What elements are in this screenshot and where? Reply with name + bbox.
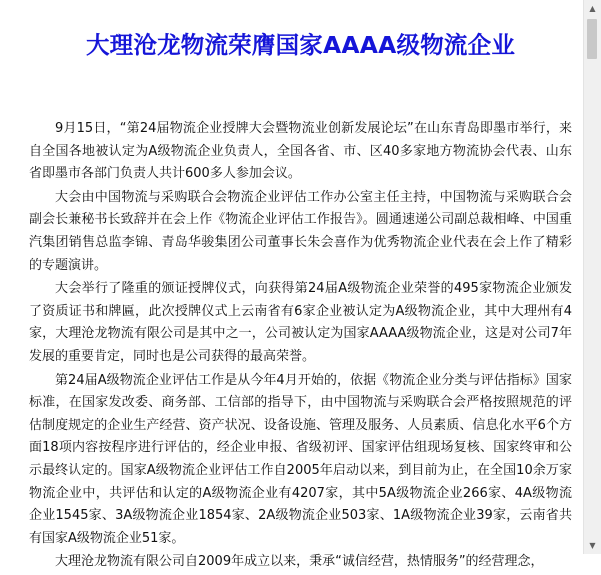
vertical-scrollbar[interactable] [583,0,601,554]
paragraph: 大会由中国物流与采购联合会物流企业评估工作办公室主任主持，中国物流与采购联合会副会长兼秘书长致辞并在会上作《物流企业评估工作报告》。圆通速递公司副总裁相峰、中国重汽集团销售总监李锦、青岛华骏集团公司董事长朱会喜作为优秀物流企业代表在会上作了精彩的专题演讲。 [29,189,572,273]
paragraph: 9月15日，“第24届物流企业授牌大会暨物流业创新发展论坛”在山东青岛即墨市举行，来自全国各地被认定为A级物流企业负责人，全国各省、市、区40多家地方物流协会代表、山东省即墨市各部门负责人共计600多人参加会议。 [29,121,572,182]
article [29,0,572,575]
paragraph: 大会举行了隆重的颁证授牌仪式，向获得第24届A级物流企业荣誉的495家物流企业颁发了资质证书和牌匾，此次授牌仪式上云南省有6家企业被认定为A级物流企业，其中大理州有4家，大理沧龙物流有限公司是其中之一，公司被认定为国家AAAA级物流企业，这是对公司7年发展的重要肯定，同时也是公司获得的最高荣誉。 [29,281,572,364]
article-title: 大理沧龙物流荣膺国家AAAA级物流企业 [85,31,516,59]
scrollbar-thumb[interactable] [587,19,597,59]
scroll-down-arrow-icon[interactable]: ▼ [589,540,596,550]
article-body [29,118,572,574]
scroll-up-arrow-icon[interactable]: ▲ [589,3,596,13]
paragraph: 第24届A级物流企业评估工作是从今年4月开始的，依据《物流企业分类与评估指标》国家标准，在国家发改委、商务部、工信部的指导下，由中国物流与采购联合会严格按照规范的评估制度规定的企业生产经营、资产状况、设备设施、管理及服务、人员素质、信息化水平6个方面18项内容按程序进行评估的，经企业申报、省级初评、国家评估组现场复核、国家终审和公示最终认定的。国家A级物流企业评估工作自2005年启动以来，到目前为止，在全国10余万家物流企业中，共评估和认定的A级物流企业有4207家，其中5A级物流企业266家、4A级物流企业1545家、3A级物流企业1854家、2A级物流企业503家、1A级物流企业39家，云南省共有国家A级物流企业51家。 [29,372,572,546]
paragraph: 大理沧龙物流有限公司自2009年成立以来，秉承“诚信经营，热情服务”的经营理念， [55,554,544,570]
